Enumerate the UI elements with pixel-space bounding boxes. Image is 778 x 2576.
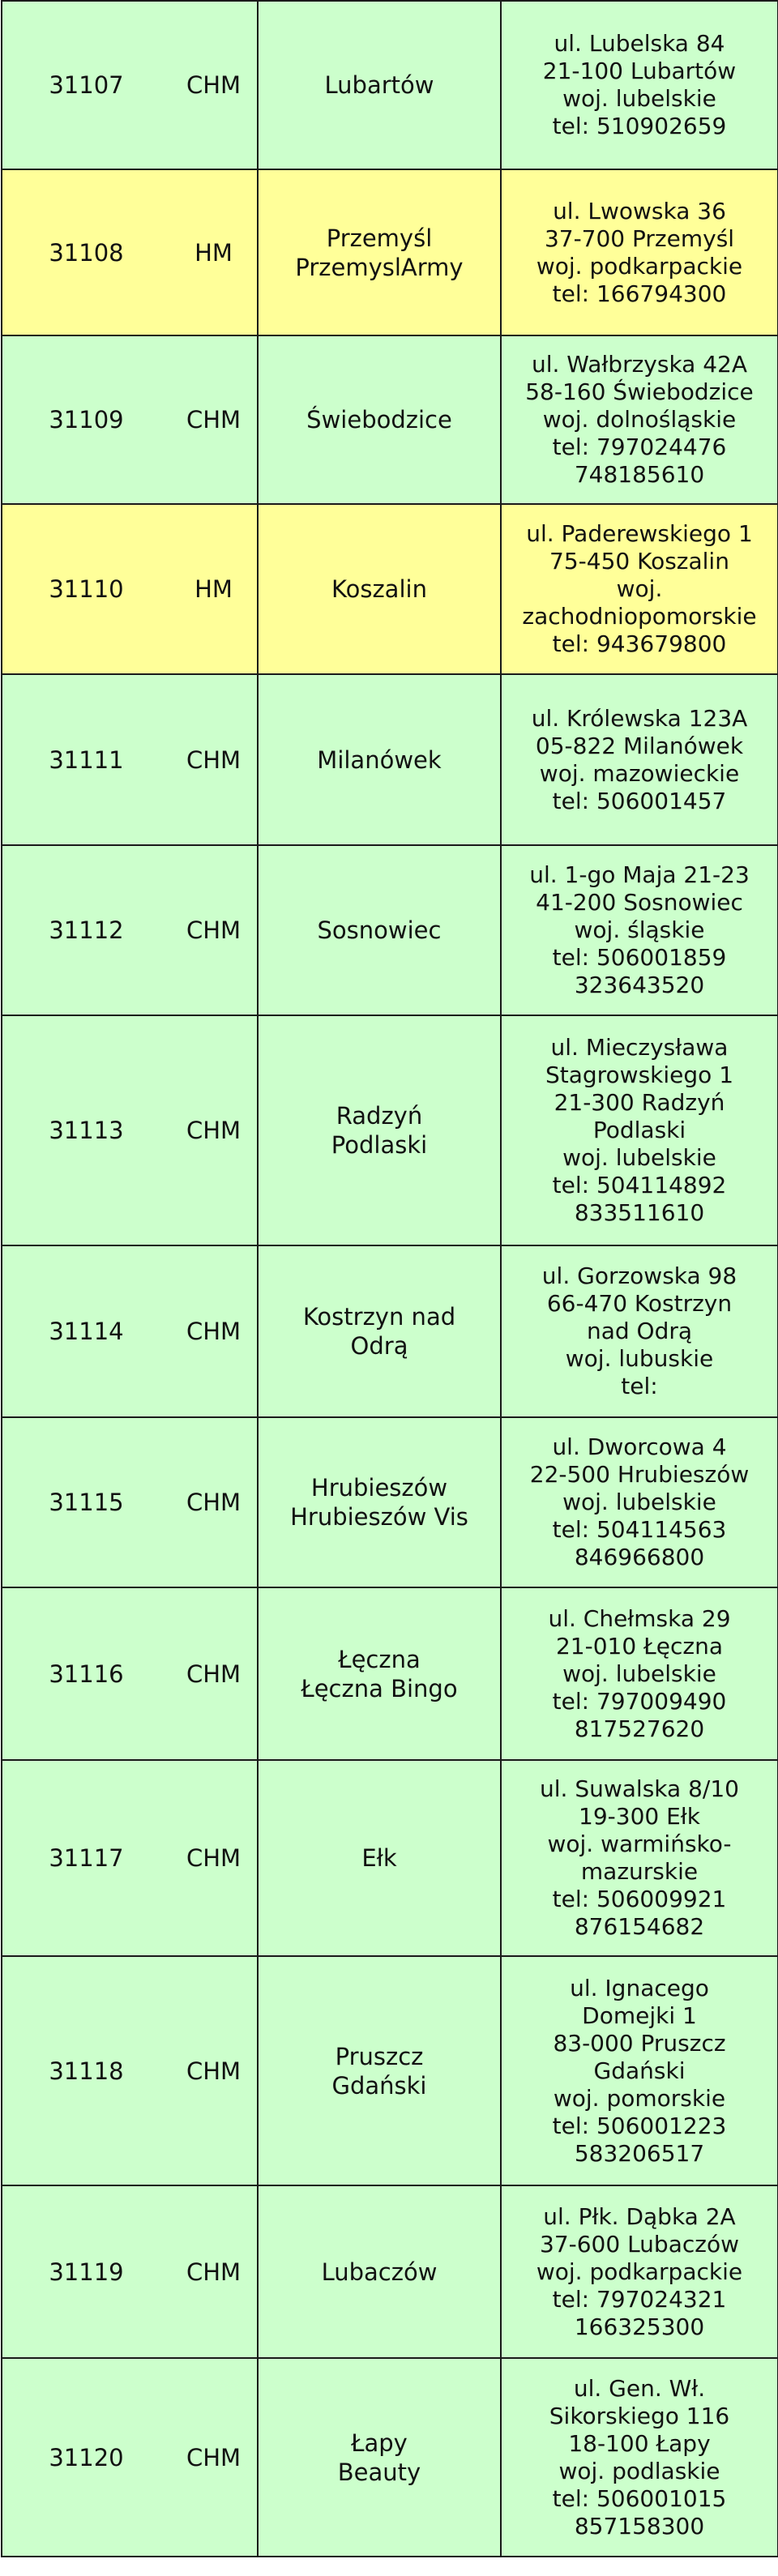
address-block xyxy=(501,1760,778,1956)
city-name xyxy=(258,1956,501,2185)
address-line: ul. Gorzowska 98 xyxy=(541,1262,737,1289)
city-name xyxy=(258,504,501,674)
address-line: 37-700 Przemyśl xyxy=(544,224,735,252)
address-line: tel: 504114892 xyxy=(552,1172,727,1198)
locations-table xyxy=(1,0,778,2557)
address-line: 21-100 Lubartów xyxy=(542,58,737,84)
location-id: 31118 xyxy=(2,1956,170,2185)
location-id: 31108 xyxy=(2,169,170,335)
city-line: Koszalin xyxy=(331,575,427,603)
city-line: Łęczna Bingo xyxy=(301,1674,458,1702)
table-row xyxy=(2,335,778,504)
table-row xyxy=(2,169,778,335)
address-block xyxy=(501,1,778,169)
store-type: CHM xyxy=(170,1956,258,2185)
store-type: CHM xyxy=(170,335,258,504)
city-line: Odrą xyxy=(350,1332,408,1360)
address-line: tel: 506001859 xyxy=(552,944,727,971)
location-id: 31107 xyxy=(2,1,170,169)
address-line: woj. dolnośląskie xyxy=(542,406,737,433)
address-line: 18-100 Łapy xyxy=(568,2429,711,2457)
city-name xyxy=(258,845,501,1015)
city-line: Milanówek xyxy=(317,745,442,774)
city-line: Kostrzyn nad xyxy=(302,1303,456,1331)
address-line: tel: 506009921 xyxy=(552,1886,727,1912)
address-line: Sikorskiego 116 xyxy=(549,2402,730,2429)
address-line: tel: 504114563 xyxy=(552,1516,727,1543)
address-line: woj. podkarpackie xyxy=(536,252,743,280)
store-type: HM xyxy=(170,169,258,335)
city-line: Łapy xyxy=(351,2429,408,2457)
store-type: CHM xyxy=(170,1245,258,1417)
store-type: CHM xyxy=(170,1,258,169)
address-line: Stagrowskiego 1 xyxy=(545,1062,734,1088)
table-row xyxy=(2,2358,778,2557)
location-id: 31111 xyxy=(2,674,170,845)
address-line: 857158300 xyxy=(574,2512,705,2540)
address-line: woj. mazowieckie xyxy=(539,759,740,787)
address-line: 21-010 Łęczna xyxy=(555,1632,724,1660)
city-name xyxy=(258,335,501,504)
address-line: ul. Płk. Dąbka 2A xyxy=(543,2202,736,2230)
location-id: 31117 xyxy=(2,1760,170,1956)
store-type: CHM xyxy=(170,2358,258,2557)
address-line: nad Odrą xyxy=(586,1318,693,1344)
address-line: 37-600 Lubaczów xyxy=(540,2230,739,2258)
address-line: 833511610 xyxy=(574,1199,705,1226)
city-name xyxy=(258,1587,501,1760)
address-line: tel: 506001015 xyxy=(552,2484,727,2512)
city-line: Radzyń xyxy=(336,1102,423,1130)
address-line: ul. 1-go Maja 21-23 xyxy=(529,861,750,888)
city-line: Sosnowiec xyxy=(317,916,442,944)
city-name xyxy=(258,1015,501,1245)
address-line: woj. śląskie xyxy=(574,916,705,943)
address-line: tel: 166794300 xyxy=(552,280,727,307)
address-line: 58-160 Świebodzice xyxy=(525,378,754,405)
store-type: CHM xyxy=(170,1417,258,1587)
address-block xyxy=(501,504,778,674)
city-name xyxy=(258,169,501,335)
address-line: woj. lubelskie xyxy=(562,1660,716,1687)
address-line: tel: 510902659 xyxy=(552,113,727,139)
city-name xyxy=(258,1,501,169)
city-name xyxy=(258,674,501,845)
city-name xyxy=(258,1245,501,1417)
address-line: 41-200 Sosnowiec xyxy=(536,889,743,916)
table-row xyxy=(2,504,778,674)
address-line: 876154682 xyxy=(574,1913,705,1940)
address-line: ul. Lubelska 84 xyxy=(554,30,725,57)
address-line: 846966800 xyxy=(574,1544,705,1570)
address-block xyxy=(501,845,778,1015)
address-block xyxy=(501,1245,778,1417)
address-line: woj. podkarpackie xyxy=(536,2258,743,2285)
city-line: Hrubieszów Vis xyxy=(290,1503,468,1531)
city-name xyxy=(258,2358,501,2557)
city-line: Gdański xyxy=(331,2071,427,2100)
city-line: Podlaski xyxy=(331,1131,428,1159)
address-block xyxy=(501,2358,778,2557)
address-block xyxy=(501,1956,778,2185)
address-line: 83-000 Pruszcz xyxy=(553,2029,726,2057)
address-line: woj. xyxy=(616,575,663,602)
location-id: 31115 xyxy=(2,1417,170,1587)
address-line: Podlaski xyxy=(592,1117,686,1143)
address-line: tel: 797009490 xyxy=(552,1687,727,1715)
table-row xyxy=(2,2185,778,2358)
address-line: ul. Wałbrzyska 42A xyxy=(531,351,748,378)
store-type: HM xyxy=(170,504,258,674)
table-row xyxy=(2,674,778,845)
city-line: Lubaczów xyxy=(321,2258,438,2286)
address-line: woj. podlaskie xyxy=(558,2457,720,2484)
city-line: Łęczna xyxy=(338,1645,421,1673)
address-line: ul. Dworcowa 4 xyxy=(552,1433,727,1460)
address-line: ul. Suwalska 8/10 xyxy=(540,1775,739,1802)
address-block xyxy=(501,169,778,335)
city-line: Beauty xyxy=(337,2458,421,2486)
address-line: woj. warmińsko- xyxy=(547,1831,732,1857)
city-line: Przemyśl xyxy=(326,224,433,252)
city-name xyxy=(258,1417,501,1587)
address-line: ul. Królewska 123A xyxy=(531,704,748,732)
address-line: 817527620 xyxy=(574,1715,705,1742)
address-line: ul. Lwowska 36 xyxy=(553,197,726,224)
store-type: CHM xyxy=(170,1015,258,1245)
address-line: 583206517 xyxy=(574,2139,705,2167)
table-row xyxy=(2,1245,778,1417)
address-line: ul. Ignacego xyxy=(570,1974,709,2001)
address-block xyxy=(501,1417,778,1587)
city-line: Pruszcz xyxy=(335,2042,424,2070)
address-block xyxy=(501,2185,778,2358)
table-body xyxy=(2,1,778,2557)
location-id: 31114 xyxy=(2,1245,170,1417)
table-row xyxy=(2,845,778,1015)
address-line: ul. Paderewskiego 1 xyxy=(526,520,753,547)
address-line: zachodniopomorskie xyxy=(522,603,757,630)
address-line: tel: 506001223 xyxy=(552,2112,727,2139)
table-row xyxy=(2,1015,778,1245)
address-line: woj. lubelskie xyxy=(562,1144,716,1171)
city-line: PrzemyslArmy xyxy=(295,253,464,281)
address-line: 75-450 Koszalin xyxy=(549,548,729,575)
table-row xyxy=(2,1587,778,1760)
address-block xyxy=(501,674,778,845)
city-line: Świebodzice xyxy=(306,406,452,434)
address-line: mazurskie xyxy=(580,1858,699,1885)
address-line: 05-822 Milanówek xyxy=(535,732,744,759)
location-id: 31110 xyxy=(2,504,170,674)
location-id: 31119 xyxy=(2,2185,170,2358)
location-id: 31120 xyxy=(2,2358,170,2557)
address-line: 21-300 Radzyń xyxy=(554,1089,725,1116)
location-id: 31113 xyxy=(2,1015,170,1245)
address-line: Domejki 1 xyxy=(582,2001,697,2029)
address-line: ul. Mieczysława xyxy=(550,1034,729,1061)
address-line: 19-300 Ełk xyxy=(579,1803,700,1830)
address-line: woj. lubuskie xyxy=(565,1345,714,1372)
city-name xyxy=(258,2185,501,2358)
city-line: Lubartów xyxy=(324,71,434,99)
address-block xyxy=(501,1587,778,1760)
city-line: Ełk xyxy=(361,1844,397,1872)
location-id: 31109 xyxy=(2,335,170,504)
store-type: CHM xyxy=(170,674,258,845)
store-type: CHM xyxy=(170,1587,258,1760)
address-line: 22-500 Hrubieszów xyxy=(529,1461,750,1488)
address-line: 166325300 xyxy=(574,2313,705,2340)
table-row xyxy=(2,1956,778,2185)
address-line: woj. lubelskie xyxy=(562,1489,716,1515)
table-row xyxy=(2,1,778,169)
address-line: woj. pomorskie xyxy=(553,2084,726,2112)
store-type: CHM xyxy=(170,1760,258,1956)
address-line: Gdański xyxy=(593,2057,686,2084)
address-line: tel: 797024476 xyxy=(552,434,727,460)
address-line: 748185610 xyxy=(574,461,705,488)
address-line: 323643520 xyxy=(574,972,705,998)
address-line: tel: 797024321 xyxy=(552,2285,727,2313)
address-line: ul. Chełmska 29 xyxy=(548,1604,731,1632)
location-id: 31116 xyxy=(2,1587,170,1760)
table-row xyxy=(2,1417,778,1587)
store-type: CHM xyxy=(170,845,258,1015)
city-name xyxy=(258,1760,501,1956)
address-line: ul. Gen. Wł. xyxy=(573,2374,706,2402)
location-id: 31112 xyxy=(2,845,170,1015)
store-type: CHM xyxy=(170,2185,258,2358)
address-line: tel: 506001457 xyxy=(552,787,727,814)
address-line: tel: 943679800 xyxy=(552,630,727,657)
table-row xyxy=(2,1760,778,1956)
address-block xyxy=(501,1015,778,1245)
city-line: Hrubieszów xyxy=(310,1474,448,1502)
address-block xyxy=(501,335,778,504)
address-line: tel: xyxy=(621,1373,658,1399)
address-line: 66-470 Kostrzyn xyxy=(546,1290,733,1317)
address-line: woj. lubelskie xyxy=(562,85,716,112)
